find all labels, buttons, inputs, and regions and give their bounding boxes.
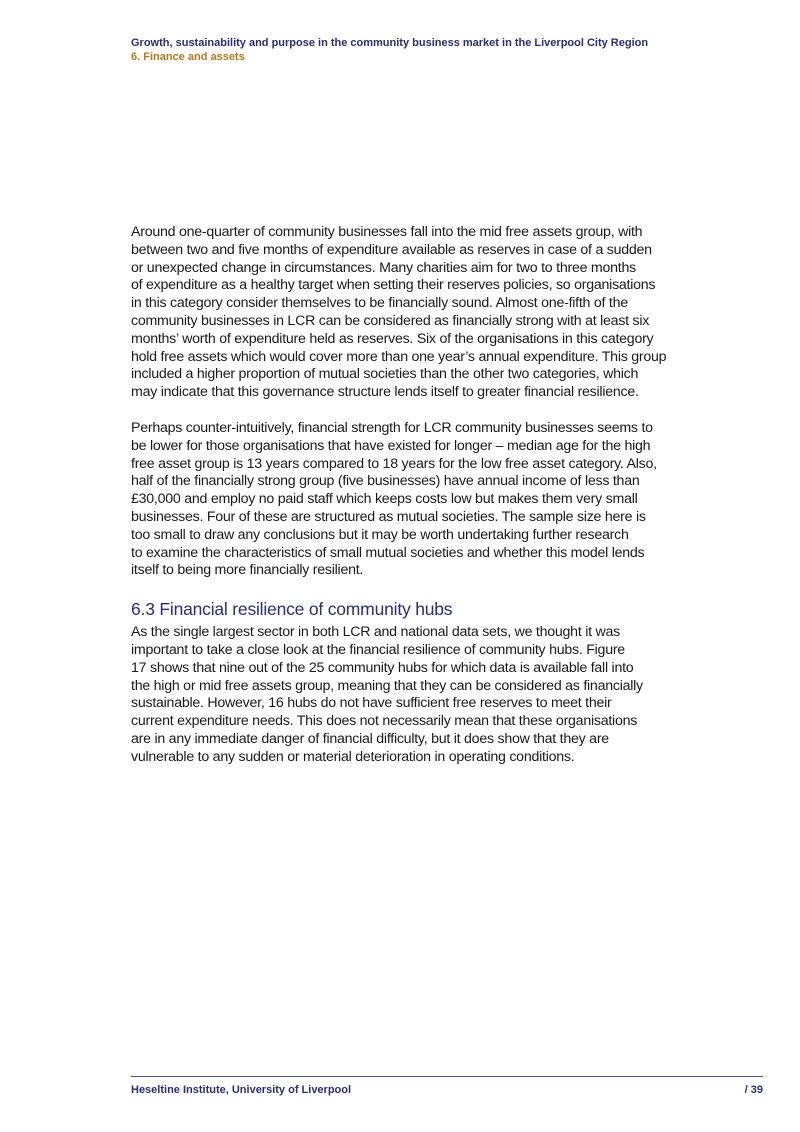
text-line: free asset group is 13 years compared to 18 years for the low free asset category. Also,: [131, 455, 657, 472]
text-line: As the single largest sector in both LCR and national data sets, we thought it was: [131, 624, 620, 641]
text-line: 17 shows that nine out of the 25 community hubs for which data is available fall into: [131, 659, 634, 676]
page-number: / 39: [744, 1084, 763, 1096]
text-line: itself to being more financially resilient.: [131, 562, 364, 579]
paragraph-mid-free-assets: [131, 224, 676, 402]
text-line: included a higher proportion of mutual societies than the other two categories, which: [131, 366, 639, 383]
text-line: £30,000 and employ no paid staff which keeps costs low but makes them very small: [131, 491, 638, 508]
footer-institution: Heseltine Institute, University of Liverpool: [131, 1084, 352, 1096]
text-line: half of the financially strong group (five businesses) have annual income of less than: [131, 473, 640, 490]
text-line: current expenditure needs. This does not necessarily mean that these organisations: [131, 713, 638, 730]
text-line: be lower for those organisations that have existed for longer – median age for the high: [131, 437, 651, 454]
text-line: are in any immediate danger of financial difficulty, but it does show that they are: [131, 730, 609, 747]
text-line: to examine the characteristics of small mutual societies and whether this model lends: [131, 544, 645, 561]
text-line: Around one-quarter of community businesses fall into the mid free assets group, with: [131, 224, 643, 240]
paragraph-financial-strength: [131, 420, 676, 580]
text-line: community businesses in LCR can be considered as financially strong with at least six: [131, 312, 650, 329]
text-line: months’ worth of expenditure held as reserves. Six of the organisations in this category: [131, 330, 654, 347]
footer-divider: [131, 1076, 763, 1077]
text-line: the high or mid free assets group, meaning that they can be considered as financially: [131, 677, 643, 694]
text-line: vulnerable to any sudden or material deterioration in operating conditions.: [131, 748, 575, 765]
text-line: between two and five months of expenditure available as reserves in case of a sudden: [131, 241, 652, 258]
main-content: [131, 224, 676, 785]
text-line: important to take a close look at the financial resilience of community hubs. Figure: [131, 641, 625, 658]
paragraph-community-hubs: [131, 624, 676, 766]
chapter-label: 6. Finance and assets: [131, 51, 245, 63]
section-heading: 6.3 Financial resilience of community hubs: [131, 599, 453, 620]
document-title: Growth, sustainability and purpose in the community business market in the Liverpool City Region: [131, 37, 649, 49]
text-line: of expenditure as a healthy target when setting their reserves policies, so organisations: [131, 277, 656, 294]
text-line: sustainable. However, 16 hubs do not have sufficient free reserves to meet their: [131, 695, 612, 712]
text-line: too small to draw any conclusions but it may be worth undertaking further research: [131, 526, 629, 543]
running-header: [131, 36, 751, 64]
text-line: hold free assets which would cover more than one year’s annual expenditure. This group: [131, 348, 667, 365]
text-line: in this category consider themselves to be financially sound. Almost one-fifth of the: [131, 295, 628, 312]
text-line: Perhaps counter-intuitively, financial strength for LCR community businesses seems to: [131, 419, 653, 436]
text-line: businesses. Four of these are structured as mutual societies. The sample size here is: [131, 508, 646, 525]
text-line: or unexpected change in circumstances. Many charities aim for two to three months: [131, 259, 636, 276]
text-line: may indicate that this governance structure lends itself to greater financial resilience.: [131, 384, 639, 401]
